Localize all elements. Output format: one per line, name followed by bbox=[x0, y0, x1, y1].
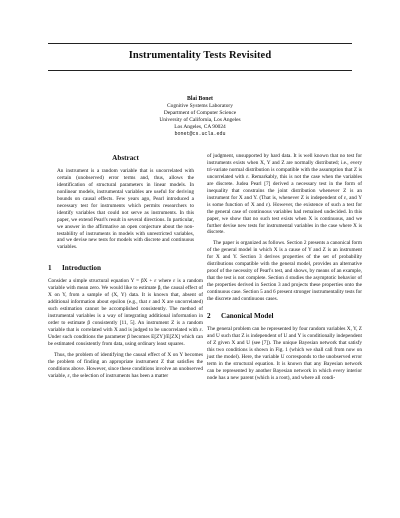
author-affiliation-lab: Cognitive Systems Laboratory bbox=[167, 103, 233, 110]
author-name: Blai Bonet bbox=[187, 96, 213, 102]
section-2-heading bbox=[207, 313, 362, 320]
section-2-paragraph-1: The general problem can be represented by four random variables X, Y, Z and U such that Z is independent of U and Y is conditionally independent of Z given X and U (see [7]). The unique Bayesian network that satisfy this two conditions is shown in Fig. 1 (which we shall call from now on just the model). Here, the variable U corresponds to the unobserved error term in the structural equation. It is known that any Bayesian network can be represented by another Bayesian network in which every interior node has a new parent (which is a root), and where all condi- bbox=[207, 325, 362, 381]
author-affiliation-address: Los Angeles, CA 90024 bbox=[174, 124, 226, 131]
title-bottom-rule bbox=[48, 70, 352, 71]
author-block bbox=[48, 96, 352, 139]
section-1-paragraph-1: Consider a simple structural equation Y = βX + ε where ε is a random variable with mean zero. We would like to estimate β, the causal effect of X on Y, from a sample of (X, Y) data. It is known that, absent of additional information about epsilon (e.g., that ε and X are uncorrelated) such estimation cannot be accomplished consistently. The method of instrumental variables is a way of integrating additional information in order to estimate β consistently [11, 5]. An instrument Z is a random variable that is correlated with X and is judged to be uncorrelated with ε. Under such conditions the parameter β becomes E[ZY]/E[ZX] which can be estimated consistently from data, using ordinary least squares. bbox=[48, 278, 203, 347]
section-1-paragraph-2: Thus, the problem of identifying the causal effect of X on Y becomes the problem of finding an appropriate instrument Z that satisfies the conditions above. However, since these conditions involve an unobserved variable, ε, the selection of instruments has been a matter bbox=[48, 351, 203, 379]
right-column bbox=[207, 153, 362, 386]
author-affiliation-dept: Department of Computer Science bbox=[163, 110, 237, 117]
intro-continued-paragraph: of judgment, unsupported by hard data. It is well known that no test for instruments exists when X, Y and Z are normally distributed; i.e., every tri-variate normal distribution is compatible with the assumption that Z is uncorrelated with ε. Remarkably, this is not the case when the variables are discrete. Judea Pearl [7] derived a necessary test in the form of inequality that constrains the joint distribution whenever Z is an instrument for X and Y. (That is, whenever Z is independent of ε, and Y is some function of X and ε). However, the existence of such a test for the general case of continuous variables had remained undecided. In this paper, we show that no such test exists when X is continuous, and we further devise new tests for instrumental variables in the case where X is discrete. bbox=[207, 153, 362, 236]
author-affiliation-university: University of California, Los Angeles bbox=[159, 117, 241, 124]
section-1-heading bbox=[48, 265, 203, 272]
abstract-heading: Abstract bbox=[112, 154, 139, 162]
author-email: bonet@cs.ucla.edu bbox=[174, 131, 226, 138]
abstract-text: An instrument is a random variable that is uncorrelated with certain (unobserved) error terms and, thus, allows the identification of structural parameters in linear models. In nonlinear models, instrumental variables are useful for deriving bounds on causal effects. Few years ago, Pearl introduced a necessary test for instruments which permits researchers to identify variables that could not serve as instruments. In this paper, we extend Pearl's result in several directions. In particular, we answer in the affirmative an open conjecture about the non-testability of instruments in models with unrestricted variables, and we devise new tests for models with discrete and continuous variables. bbox=[57, 167, 194, 251]
paper-title: Instrumentality Tests Revisited bbox=[128, 50, 272, 61]
section-2-title: Canonical Model bbox=[221, 312, 274, 321]
left-column bbox=[48, 155, 203, 384]
organization-paragraph: The paper is organized as follows. Section 2 presents a canonical form of the general model in which X is a cause of Y and Z is an instrument for X and Y. Section 3 derives properties of the set of probability distributions compatible with the general model, provides an alternative proof of the necessity of Pearl's test, and shows, by means of an example, that the test is not complete. Section 4 studies the asymptotic behavior of the properties derived in Section 3 and projects these properties onto the continuous case. Section 5 and 6 present stronger instrumentality tests for the discrete and continuous cases. bbox=[207, 240, 362, 303]
section-1-number: 1 bbox=[48, 264, 52, 273]
title-top-rule bbox=[48, 43, 352, 44]
section-1-title: Introduction bbox=[62, 264, 102, 273]
section-2-number: 2 bbox=[207, 312, 211, 321]
